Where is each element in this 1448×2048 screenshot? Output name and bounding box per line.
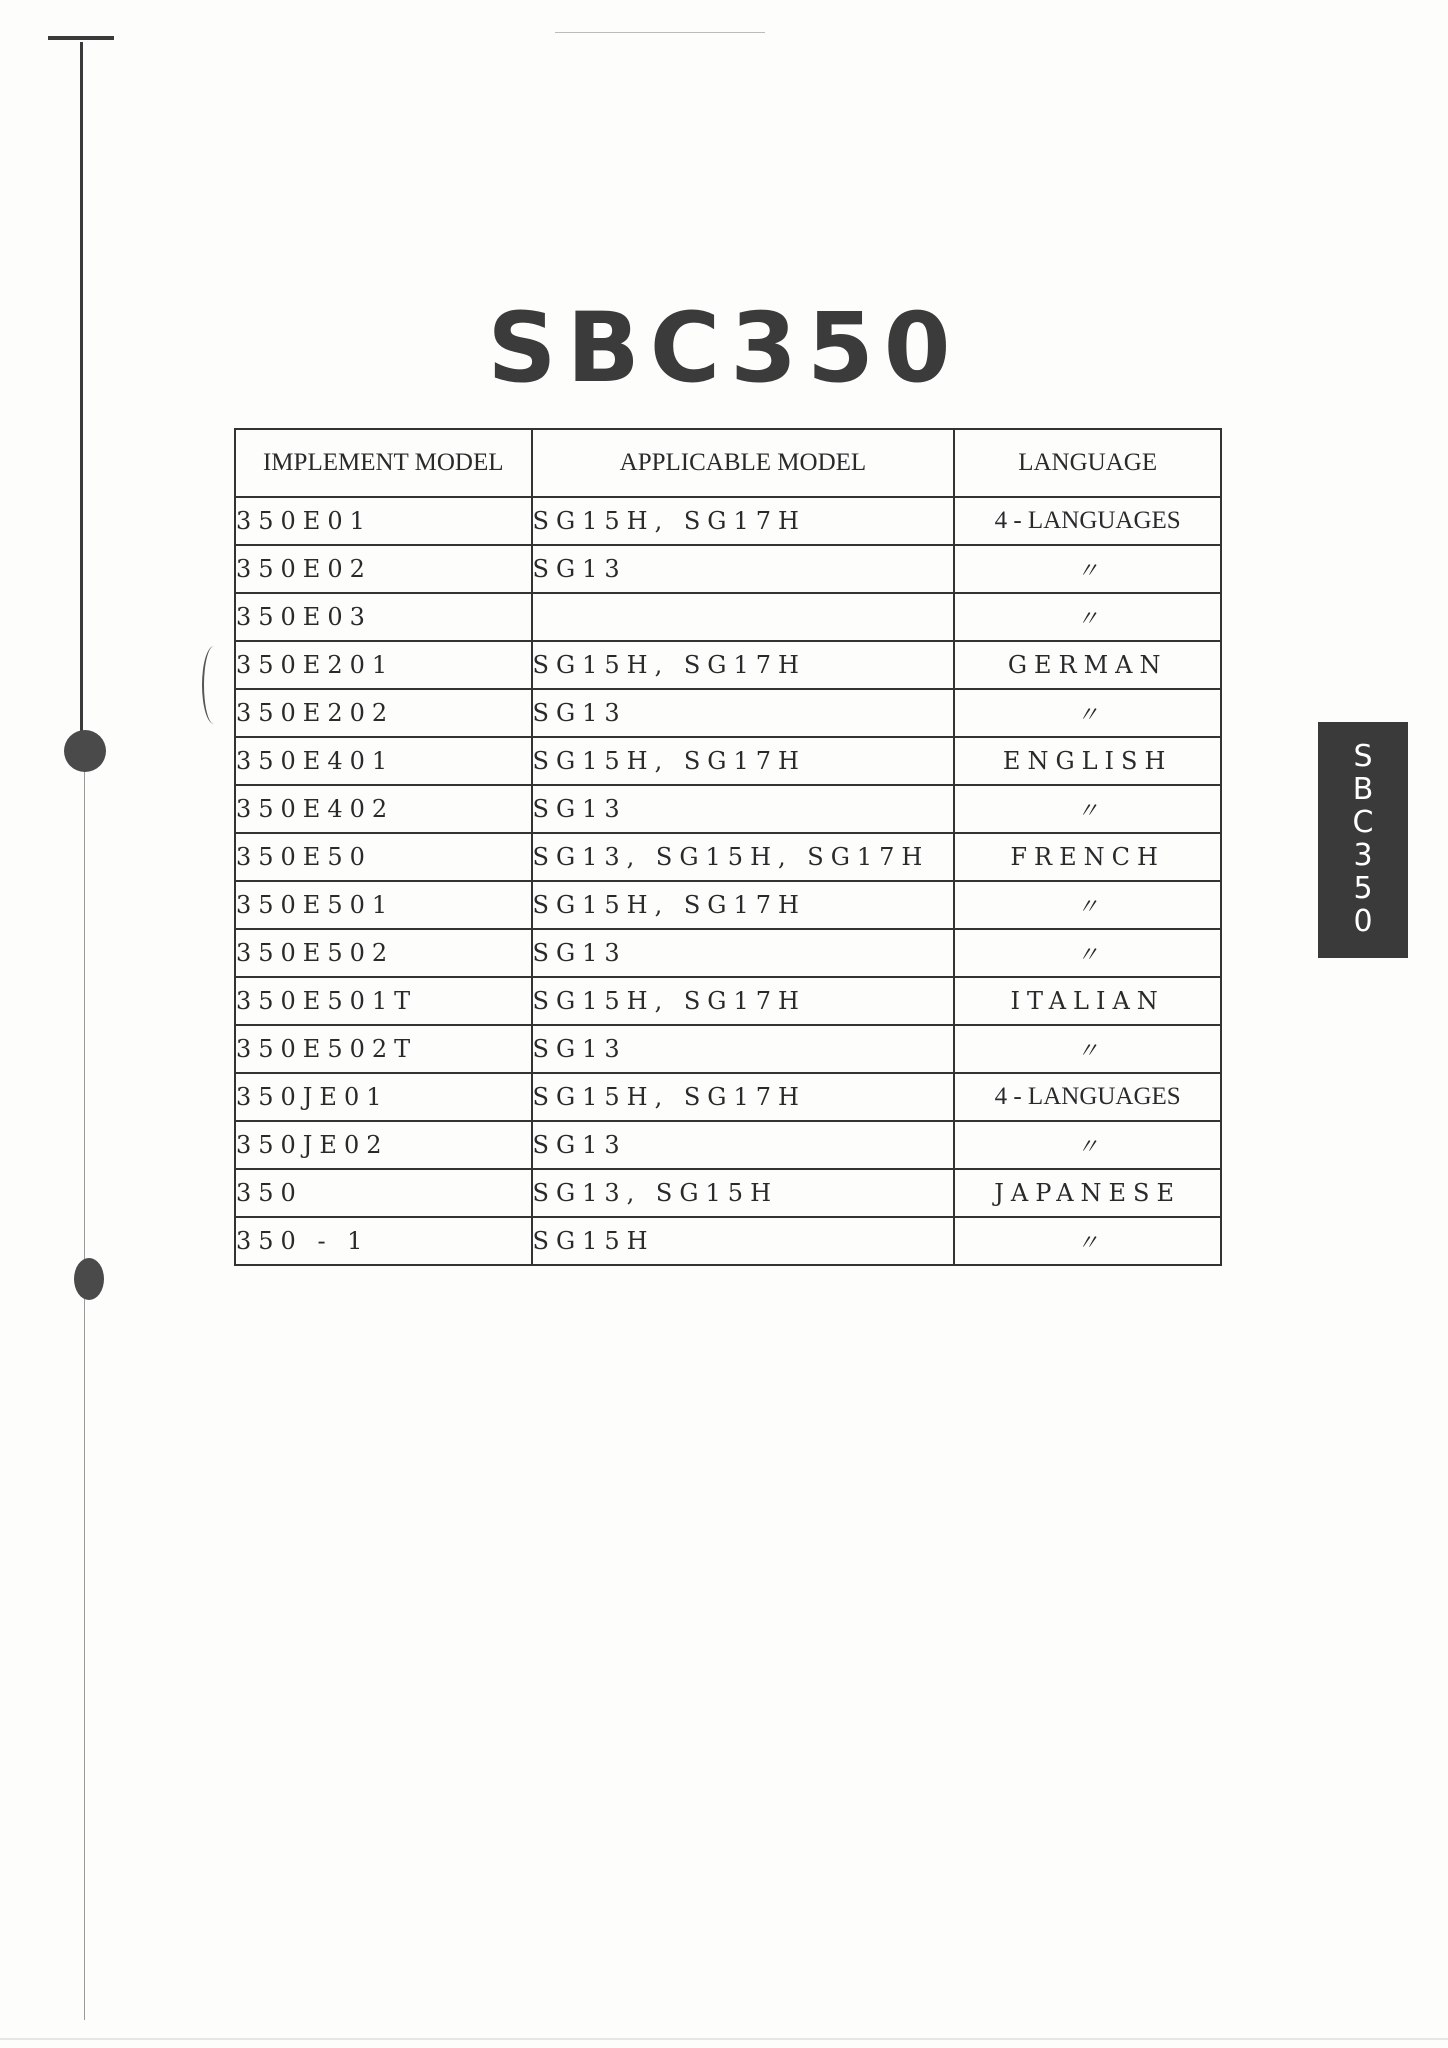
table-row [235, 881, 1221, 929]
table-row [235, 641, 1221, 689]
binder-hole-upper [64, 730, 106, 772]
side-tab-letter: 5 [1353, 871, 1373, 906]
table-row [235, 1073, 1221, 1121]
table-row [235, 737, 1221, 785]
cell-implement-model: 350E502T [235, 1025, 532, 1073]
table-row [235, 1169, 1221, 1217]
binder-hole-lower [74, 1258, 104, 1300]
cell-language: GERMAN [954, 641, 1221, 689]
cell-implement-model: 350E201 [235, 641, 532, 689]
table-body [235, 497, 1221, 1265]
table-row [235, 497, 1221, 545]
cell-implement-model: 350E402 [235, 785, 532, 833]
table-row [235, 785, 1221, 833]
cell-language: 4 - LANGUAGES [954, 497, 1221, 545]
side-tab-letter: 3 [1353, 838, 1373, 873]
cell-language: 〃 [954, 785, 1221, 833]
cell-language: 〃 [954, 881, 1221, 929]
cell-implement-model: 350E01 [235, 497, 532, 545]
cell-implement-model: 350JE02 [235, 1121, 532, 1169]
table-row [235, 833, 1221, 881]
cell-applicable-model: SG13 [532, 1025, 955, 1073]
table-header-row [235, 429, 1221, 497]
side-tab-letter: C [1352, 805, 1374, 840]
cell-implement-model: 350E401 [235, 737, 532, 785]
section-side-tab[interactable] [1318, 722, 1408, 958]
cell-applicable-model: SG15H, SG17H [532, 1073, 955, 1121]
cell-applicable-model: SG15H [532, 1217, 955, 1265]
cell-applicable-model: SG13 [532, 929, 955, 977]
cell-language: 〃 [954, 689, 1221, 737]
model-table [234, 428, 1222, 1266]
bracket-mark [202, 646, 226, 724]
binder-cap [48, 36, 114, 40]
table-row [235, 1217, 1221, 1265]
cell-language: 〃 [954, 1025, 1221, 1073]
cell-implement-model: 350E501T [235, 977, 532, 1025]
cell-implement-model: 350JE01 [235, 1073, 532, 1121]
table-row [235, 689, 1221, 737]
header-language: LANGUAGE [954, 429, 1221, 497]
cell-applicable-model: SG13 [532, 1121, 955, 1169]
cell-implement-model: 350 - 1 [235, 1217, 532, 1265]
cell-language: 〃 [954, 1217, 1221, 1265]
table-row [235, 593, 1221, 641]
cell-applicable-model: SG13 [532, 785, 955, 833]
cell-applicable-model: SG13 [532, 689, 955, 737]
cell-implement-model: 350E50 [235, 833, 532, 881]
cell-language: 〃 [954, 593, 1221, 641]
header-applicable-model: APPLICABLE MODEL [532, 429, 955, 497]
cell-implement-model: 350E502 [235, 929, 532, 977]
cell-applicable-model: SG13, SG15H [532, 1169, 955, 1217]
cell-applicable-model: SG15H, SG17H [532, 881, 955, 929]
cell-implement-model: 350E202 [235, 689, 532, 737]
side-tab-letter: S [1353, 739, 1373, 774]
cell-language: JAPANESE [954, 1169, 1221, 1217]
cell-applicable-model: SG15H, SG17H [532, 641, 955, 689]
cell-language: ENGLISH [954, 737, 1221, 785]
cell-language: FRENCH [954, 833, 1221, 881]
header-implement-model: IMPLEMENT MODEL [235, 429, 532, 497]
table-row [235, 1025, 1221, 1073]
side-tab-letter: 0 [1353, 904, 1373, 939]
table-row [235, 545, 1221, 593]
cell-applicable-model: SG13, SG15H, SG17H [532, 833, 955, 881]
cell-implement-model: 350E03 [235, 593, 532, 641]
cell-language: 〃 [954, 545, 1221, 593]
top-scan-line [555, 32, 765, 33]
table-row [235, 929, 1221, 977]
side-tab-letter: B [1352, 772, 1374, 807]
binder-edge-lower [84, 760, 85, 2020]
cell-applicable-model: SG13 [532, 545, 955, 593]
table-row [235, 977, 1221, 1025]
cell-implement-model: 350 [235, 1169, 532, 1217]
page-title: SBC350 [487, 292, 961, 404]
bottom-scan-line [0, 2038, 1448, 2040]
cell-implement-model: 350E02 [235, 545, 532, 593]
cell-applicable-model: SG15H, SG17H [532, 497, 955, 545]
cell-language: 〃 [954, 929, 1221, 977]
cell-applicable-model: SG15H, SG17H [532, 977, 955, 1025]
cell-language: 〃 [954, 1121, 1221, 1169]
cell-language: ITALIAN [954, 977, 1221, 1025]
cell-language: 4 - LANGUAGES [954, 1073, 1221, 1121]
cell-applicable-model: SG15H, SG17H [532, 737, 955, 785]
cell-implement-model: 350E501 [235, 881, 532, 929]
cell-applicable-model [532, 593, 955, 641]
table-row [235, 1121, 1221, 1169]
